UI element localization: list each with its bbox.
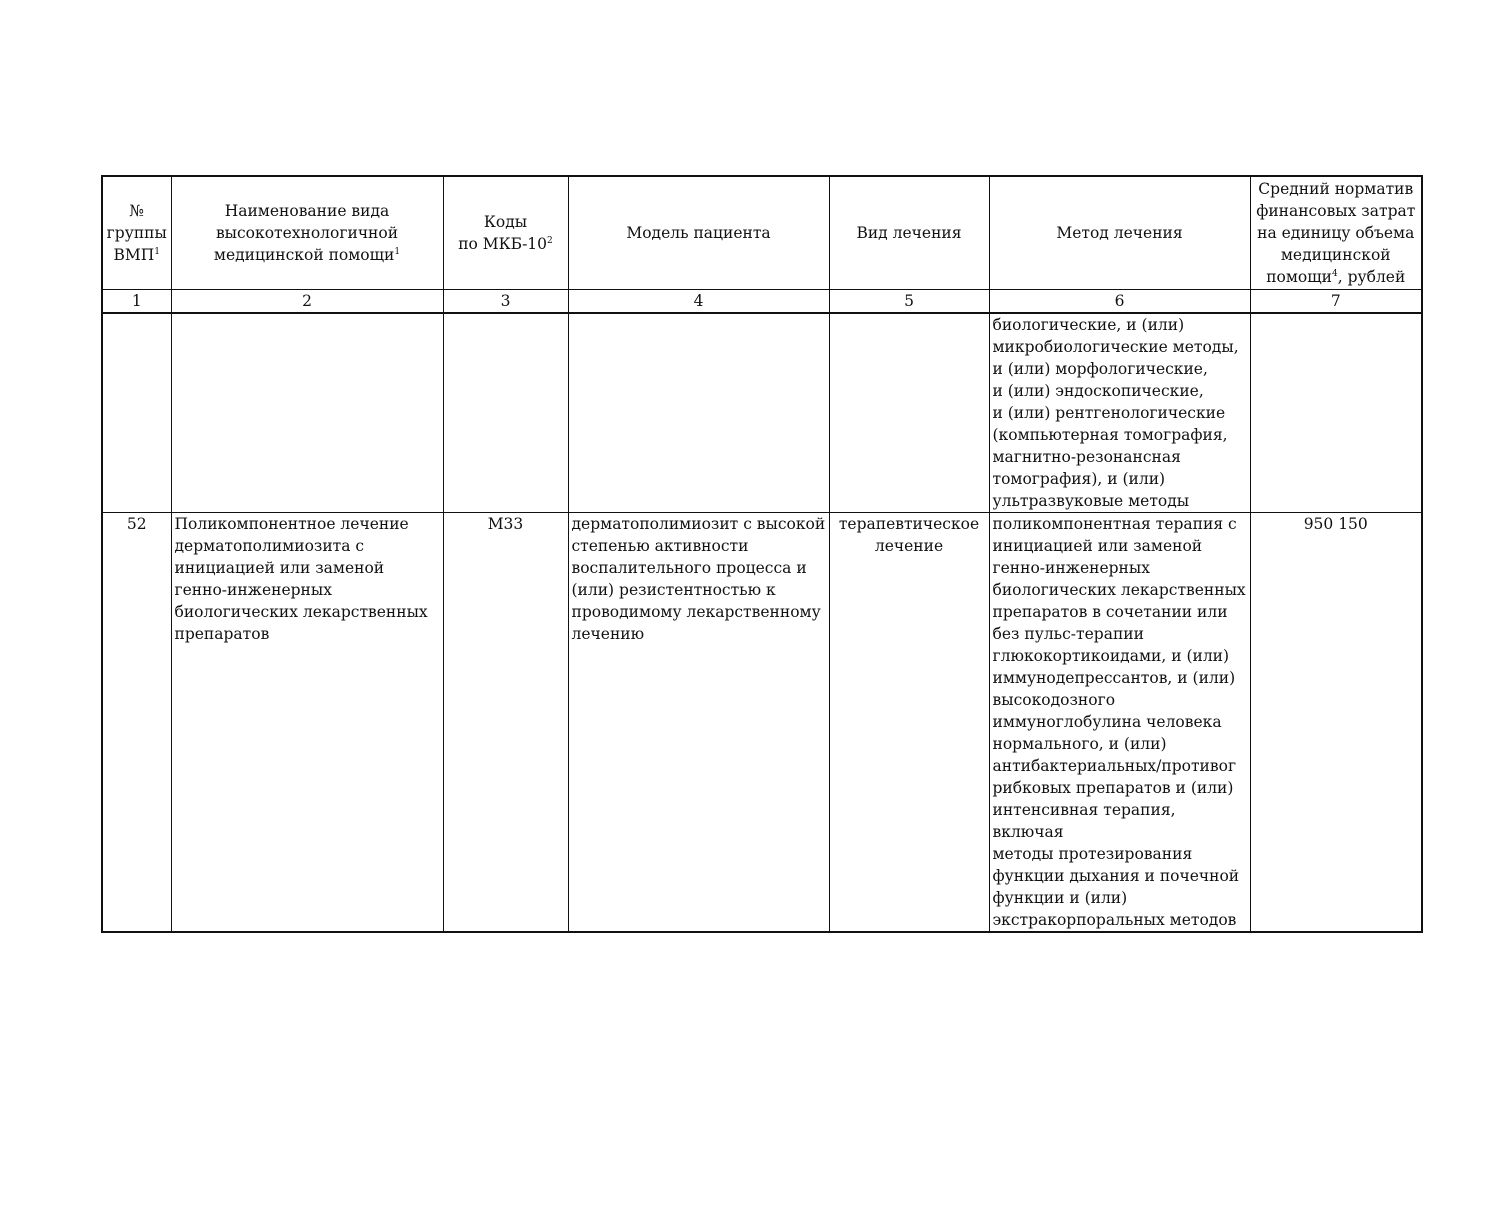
header-average-cost: Средний норматив финансовых затрат на единицу объема медицинской помощи$^4$, рублей [1250, 176, 1422, 290]
cell-patient-model [568, 313, 829, 513]
column-number: 7 [1250, 290, 1422, 314]
cell-patient-model: дерматополимиозит с высокой степенью активности воспалительного процесса и (или) резистентностью к проводимому лекарственному лечению [568, 513, 829, 933]
header-patient-model: Модель пациента [568, 176, 829, 290]
cell-icd-codes [443, 313, 568, 513]
column-number: 6 [989, 290, 1250, 314]
column-number: 3 [443, 290, 568, 314]
cell-average-cost [1250, 313, 1422, 513]
column-number: 5 [829, 290, 989, 314]
header-treatment-method: Метод лечения [989, 176, 1250, 290]
column-number: 1 [102, 290, 171, 314]
column-number: 4 [568, 290, 829, 314]
column-number-row [102, 290, 1422, 314]
cell-group-number [102, 313, 171, 513]
header-treatment-kind: Вид лечения [829, 176, 989, 290]
header-group-number: № группы ВМП$^1$ [102, 176, 171, 290]
header-icd-codes: Коды по МКБ-$10^2$ [443, 176, 568, 290]
header-row [102, 176, 1422, 290]
cell-treatment-method: поликомпонентная терапия с инициацией или заменой генно-инженерных биологических лекарственных препаратов в сочетании или без пульс-терапии глюкокортикоидами, и (или) иммунодепрессантов, и (или) высокодозного иммуноглобулина человека нормального, и (или) антибактериальных/противог рибковых препаратов и (или) интенсивная терапия, включая методы протезирования функции дыхания и почечной функции и (или) экстракорпоральных методов [989, 513, 1250, 933]
header-care-type-name: Наименование вида высокотехнологичной медицинской помощи$^1$ [171, 176, 443, 290]
cell-care-type-name [171, 313, 443, 513]
column-number: 2 [171, 290, 443, 314]
cell-care-type-name: Поликомпонентное лечение дерматополимиозита с инициацией или заменой генно-инженерных биологических лекарственных препаратов [171, 513, 443, 933]
cell-treatment-kind: терапевтическое лечение [829, 513, 989, 933]
cell-group-number: 52 [102, 513, 171, 933]
table-row-continuation [102, 313, 1422, 513]
vmp-table [101, 175, 1423, 933]
cell-average-cost: 950 150 [1250, 513, 1422, 933]
cell-treatment-kind [829, 313, 989, 513]
table-row-group-52 [102, 513, 1422, 933]
cell-icd-codes: M33 [443, 513, 568, 933]
cell-treatment-method: биологические, и (или) микробиологические методы, и (или) морфологические, и (или) эндоскопические, и (или) рентгенологические (компьютерная томография, магнитно-резонансная томография), и (или) ультразвуковые методы [989, 313, 1250, 513]
